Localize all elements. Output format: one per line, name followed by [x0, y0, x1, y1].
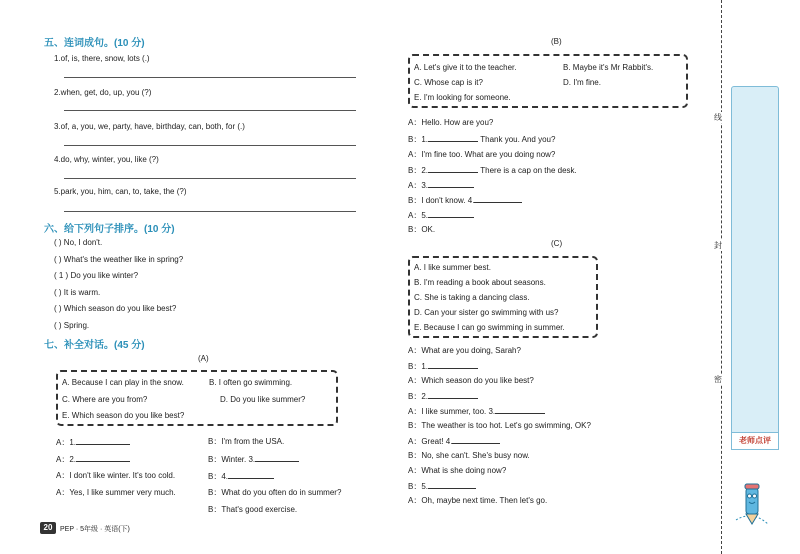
answer-blank[interactable] [228, 470, 274, 479]
dialog-line: B：That's good exercise. [208, 505, 298, 514]
pencil-mascot-icon [732, 480, 772, 528]
dialog-line: B：2. There is a cap on the desk. [408, 166, 577, 175]
dialog-line: B：4. [208, 470, 274, 482]
option: D. Can your sister go swimming with us? [414, 308, 559, 317]
sort-bracket[interactable]: ( ) [54, 321, 62, 330]
answer-blank[interactable] [76, 436, 130, 445]
binding-line [721, 0, 722, 554]
sec5-item-4: 4.do, why, winter, you, like (?) [54, 155, 159, 164]
dialog-line: A：1. [56, 436, 130, 448]
section5-title: 五、连词成句。(10 分) [44, 38, 145, 49]
dialog-line: B：1. [408, 360, 478, 372]
dialog-line: A：Yes, I like summer very much. [56, 488, 176, 497]
answer-line[interactable] [64, 110, 356, 111]
answer-blank[interactable] [428, 480, 476, 489]
dialog-line: A：2. [56, 453, 130, 465]
dialog-line: B：I don't know. 4. [408, 194, 522, 206]
option: B. I often go swimming. [209, 378, 293, 387]
option: C. She is taking a dancing class. [414, 293, 530, 302]
answer-blank[interactable] [428, 133, 478, 142]
sort-text: Do you like winter? [70, 271, 139, 280]
dialog-line: B：OK. [408, 225, 436, 234]
answer-line[interactable] [64, 77, 356, 78]
answer-blank[interactable] [428, 390, 478, 399]
answer-blank[interactable] [474, 194, 522, 203]
gutter-char: 封 [714, 241, 722, 250]
sec5-item-2: 2.when, get, do, up, you (?) [54, 88, 152, 97]
teacher-comment-label: 老师点评 [731, 432, 779, 450]
sort-bracket[interactable]: ( ) [54, 238, 62, 247]
dialog-line: A：Hello. How are you? [408, 118, 494, 127]
sort-text: It is warm. [63, 288, 101, 297]
answer-line[interactable] [64, 178, 356, 179]
dialog-line: A：Which season do you like best? [408, 376, 534, 385]
sort-text: What's the weather like in spring? [63, 255, 184, 264]
gutter-char: 线 [714, 113, 722, 122]
option: A. I like summer best. [414, 263, 491, 272]
option: E. Because I can go swimming in summer. [414, 323, 565, 332]
option: A. Because I can play in the snow. [62, 378, 184, 387]
sort-item [54, 237, 102, 248]
answer-line[interactable] [64, 211, 356, 212]
option: E. Which season do you like best? [62, 411, 185, 420]
dialog-line: B：Winter. 3. [208, 453, 299, 465]
answer-blank[interactable] [428, 209, 474, 218]
option: C. Where are you from? [62, 395, 148, 404]
footer-text: PEP · 5年级 · 英语(下) [60, 526, 130, 533]
sort-text: Spring. [63, 321, 90, 330]
section6-title: 六、给下列句子排序。(10 分) [44, 224, 175, 235]
answer-blank[interactable] [428, 179, 474, 188]
answer-line[interactable] [64, 145, 356, 146]
dialog-line: A：What is she doing now? [408, 466, 507, 475]
sec5-item-1: 1.of, is, there, snow, lots (.) [54, 54, 150, 63]
sort-item [54, 303, 176, 314]
option: B. I'm reading a book about seasons. [414, 278, 546, 287]
sec5-item-5: 5.park, you, him, can, to, take, the (?) [54, 187, 187, 196]
dialog-line: A：I don't like winter. It's too cold. [56, 471, 176, 480]
sort-item [54, 270, 138, 281]
option: A. Let's give it to the teacher. [414, 63, 517, 72]
sec5-item-3: 3.of, a, you, we, party, have, birthday, can, both, for (.) [54, 122, 245, 131]
gutter-char: 密 [714, 375, 722, 384]
dialog-line: A：Oh, maybe next time. Then let's go. [408, 496, 548, 505]
sort-text: No, I don't. [63, 238, 103, 247]
answer-blank[interactable] [495, 405, 545, 414]
sort-text: Which season do you like best? [63, 304, 177, 313]
dialog-line: A：Great! 4. [408, 435, 500, 447]
dialog-line: B：No, she can't. She's busy now. [408, 451, 530, 460]
section7-title: 七、补全对话。(45 分) [44, 340, 145, 351]
sort-bracket[interactable]: ( 1 ) [54, 271, 69, 280]
answer-blank[interactable] [452, 435, 500, 444]
sort-item [54, 287, 100, 298]
dialog-a-label: (A) [198, 354, 209, 363]
sort-item [54, 254, 183, 265]
sort-bracket[interactable]: ( ) [54, 288, 62, 297]
dialog-line: B：2. [408, 390, 478, 402]
option: D. Do you like summer? [220, 395, 306, 404]
answer-blank[interactable] [255, 453, 299, 462]
dialog-line: A：3. [408, 179, 474, 191]
answer-blank[interactable] [428, 360, 478, 369]
dialog-b-label: (B) [551, 37, 562, 46]
option: C. Whose cap is it? [414, 78, 483, 87]
dialog-line: A：What are you doing, Sarah? [408, 346, 521, 355]
dialog-line: B：I'm from the USA. [208, 437, 285, 446]
answer-blank[interactable] [428, 164, 478, 173]
dialog-line: A：5. [408, 209, 474, 221]
dialog-line: B：The weather is too hot. Let's go swimming, OK? [408, 421, 591, 430]
dialog-line: B：1. Thank you. And you? [408, 135, 556, 144]
option: D. I'm fine. [563, 78, 601, 87]
answer-blank[interactable] [76, 453, 130, 462]
dialog-line: A：I like summer, too. 3. [408, 405, 545, 417]
dialog-line: B：5. [408, 480, 476, 492]
dialog-line: A：I'm fine too. What are you doing now? [408, 150, 556, 159]
sort-bracket[interactable]: ( ) [54, 255, 62, 264]
option: E. I'm looking for someone. [414, 93, 511, 102]
sort-item [54, 320, 89, 331]
teacher-comment-area[interactable] [731, 86, 779, 436]
dialog-line: B：What do you often do in summer? [208, 488, 342, 497]
option: B. Maybe it's Mr Rabbit's. [563, 63, 654, 72]
dialog-c-label: (C) [551, 239, 563, 248]
page-number-badge: 20 [40, 522, 56, 534]
sort-bracket[interactable]: ( ) [54, 304, 62, 313]
